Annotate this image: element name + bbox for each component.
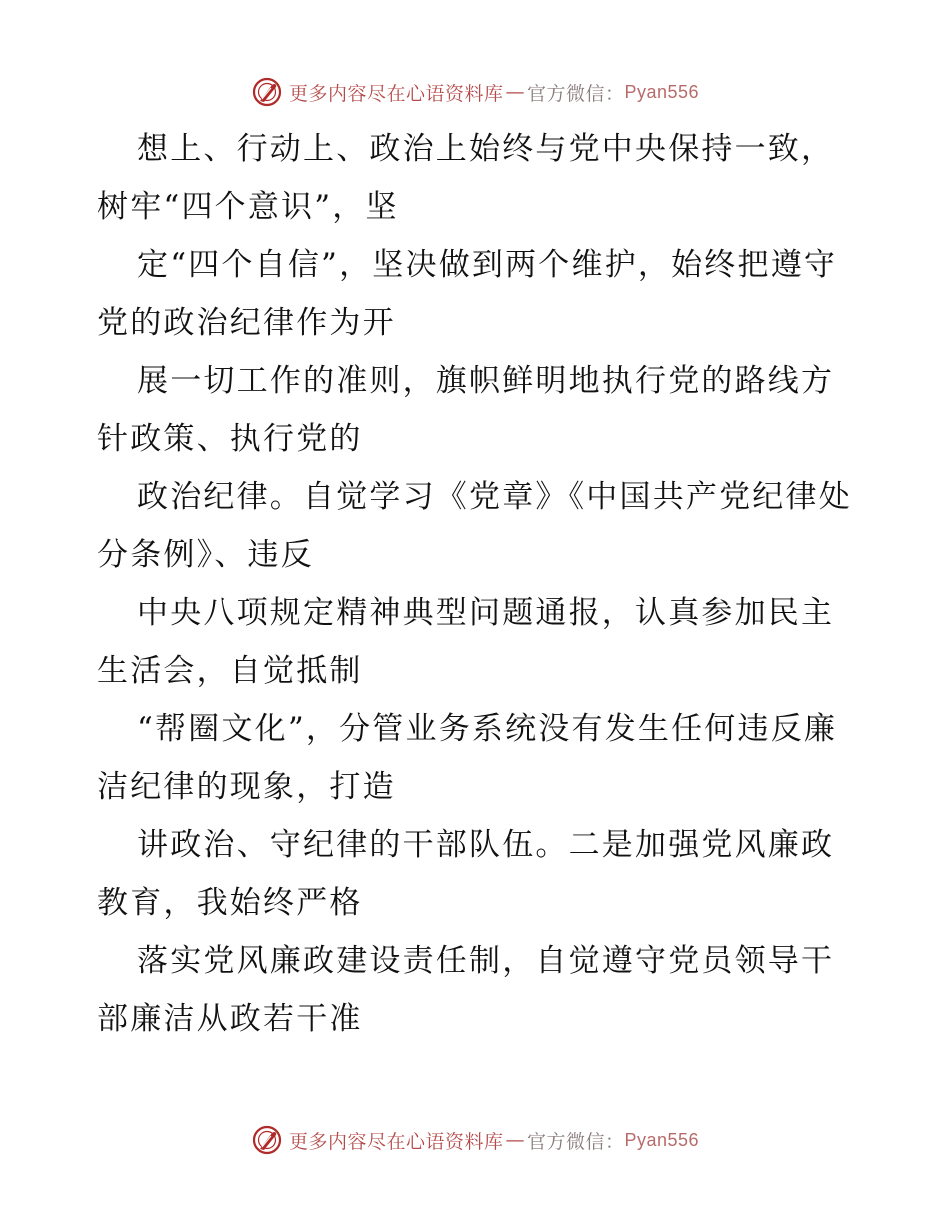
paragraph: 落实党风廉政建设责任制，自觉遵守党员领导干部廉洁从政若干准	[97, 943, 835, 1037]
watermark-side-text: 官方微信：	[526, 1130, 625, 1153]
paragraph: 想上、行动上、政治上始终与党中央保持一致，树牢“四个意识”，坚	[97, 131, 835, 225]
paragraph: 中央八项规定精神典型问题通报，认真参加民主生活会，自觉抵制	[97, 595, 835, 689]
header-watermark	[0, 72, 950, 112]
footer-watermark	[0, 1120, 950, 1160]
watermark-text	[289, 1127, 699, 1154]
watermark-separator: —	[505, 81, 525, 103]
watermark-wechat-id: Pyan556	[624, 1129, 700, 1150]
quill-logo-icon	[251, 1124, 283, 1156]
watermark-text	[289, 79, 699, 106]
paragraph: “帮圈文化”，分管业务系统没有发生任何违反廉洁纪律的现象，打造	[97, 711, 838, 805]
watermark-main-text: 更多内容尽在心语资料库	[288, 82, 504, 105]
paragraph: 政治纪律。自觉学习《党章》《中国共产党纪律处分条例》、违反	[97, 479, 852, 573]
watermark-wechat-id: Pyan556	[624, 81, 700, 102]
document-body	[97, 120, 857, 1048]
paragraph: 定“四个自信”，坚决做到两个维护，始终把遵守党的政治纪律作为开	[97, 247, 838, 341]
watermark-side-text: 官方微信：	[526, 82, 625, 105]
watermark-main-text: 更多内容尽在心语资料库	[288, 1130, 504, 1153]
quill-logo-icon	[251, 76, 283, 108]
watermark-separator: —	[505, 1129, 525, 1151]
paragraph: 讲政治、守纪律的干部队伍。二是加强党风廉政教育，我始终严格	[97, 827, 835, 921]
paragraph: 展一切工作的准则，旗帜鲜明地执行党的路线方针政策、执行党的	[97, 363, 835, 457]
